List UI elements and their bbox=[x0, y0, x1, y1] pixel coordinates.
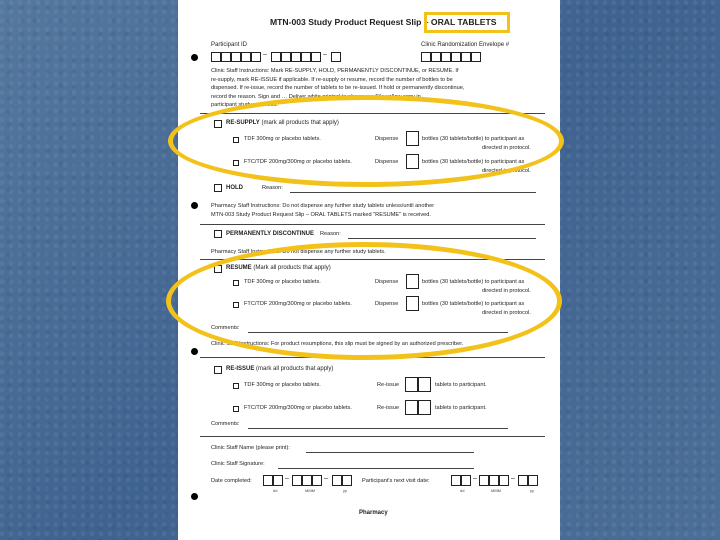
instruction-line: participant study notebook. bbox=[211, 102, 278, 109]
date-completed-label: Date completed: bbox=[211, 478, 252, 484]
dash-separator: – bbox=[263, 51, 267, 58]
resupply-dispense-label: Dispense bbox=[375, 136, 399, 142]
next-visit-label: Participant's next visit date: bbox=[362, 478, 430, 484]
dash-separator: – bbox=[324, 475, 328, 482]
date-box[interactable] bbox=[302, 475, 312, 486]
reissue-tdf-checkbox[interactable] bbox=[233, 383, 239, 389]
reissue-comments-line[interactable] bbox=[248, 428, 508, 429]
resupply-tdf-label: TDF 300mg or placebo tablets. bbox=[244, 136, 321, 142]
resume-dispense-label: Dispense bbox=[375, 301, 399, 307]
envelope-box[interactable] bbox=[451, 52, 461, 62]
hold-reason-label: Reason: bbox=[262, 185, 283, 191]
date-box[interactable] bbox=[263, 475, 273, 486]
resupply-note: (mark all products that apply) bbox=[261, 120, 339, 126]
form-title: MTN-003 Study Product Request Slip – ORAL TABLETS bbox=[270, 17, 497, 27]
pid-box[interactable] bbox=[301, 52, 311, 62]
dash-separator: – bbox=[473, 475, 477, 482]
instruction-line: Pharmacy Staff Instructions: Do not dispense any further study tablets unless/until another bbox=[211, 203, 435, 209]
resupply-highlight-ellipse bbox=[168, 95, 564, 187]
envelope-box[interactable] bbox=[431, 52, 441, 62]
pid-box[interactable] bbox=[291, 52, 301, 62]
resume-dispense-label: Dispense bbox=[375, 279, 399, 285]
pid-box[interactable] bbox=[251, 52, 261, 62]
mmm-caption: MMM bbox=[305, 488, 315, 493]
resume-label: RESUME bbox=[226, 265, 252, 271]
oral-tablets-highlight bbox=[424, 12, 510, 33]
visit-date-box[interactable] bbox=[461, 475, 471, 486]
envelope-label: Clinic Randomization Envelope # bbox=[421, 42, 510, 48]
visit-date-box[interactable] bbox=[451, 475, 461, 486]
date-box[interactable] bbox=[312, 475, 322, 486]
pid-box[interactable] bbox=[221, 52, 231, 62]
staff-signature-line[interactable] bbox=[278, 468, 474, 469]
reissue-heading bbox=[226, 366, 333, 372]
pid-box[interactable] bbox=[211, 52, 221, 62]
instruction-line: MTN-003 Study Product Request Slip – ORAL TABLETS marked "RESUME" is received. bbox=[211, 211, 431, 218]
reissue-tablets-text: tablets to participant. bbox=[435, 405, 487, 411]
reissue-comments-label: Comments: bbox=[211, 421, 240, 427]
punch-hole bbox=[191, 493, 198, 500]
resupply-ftc-label: FTC/TDF 200mg/300mg or placebo tablets. bbox=[244, 159, 352, 165]
visit-date-box[interactable] bbox=[518, 475, 528, 486]
envelope-box[interactable] bbox=[471, 52, 481, 62]
resupply-label: RE-SUPPLY bbox=[226, 120, 260, 126]
divider bbox=[200, 436, 545, 437]
hold-reason-line[interactable] bbox=[290, 192, 536, 193]
pharmacy-instructions bbox=[211, 202, 434, 219]
visit-date-box[interactable] bbox=[499, 475, 509, 486]
divider bbox=[200, 224, 545, 225]
resume-bottles-text: bottles (30 tablets/bottle) to participant as bbox=[422, 301, 525, 307]
envelope-box[interactable] bbox=[461, 52, 471, 62]
punch-hole bbox=[191, 348, 198, 355]
mmm-caption: MMM bbox=[491, 488, 501, 493]
clinic-instructions-2: Clinic Staff Instructions: For product resumptions, this slip must be signed by an authorized prescriber. bbox=[211, 341, 464, 347]
instruction-line: Clinic Staff Instructions: Mark RE-SUPPLY, HOLD, PERMANENTLY DISCONTINUE, or RESUME. If bbox=[211, 68, 459, 74]
date-box[interactable] bbox=[332, 475, 342, 486]
pid-box[interactable] bbox=[271, 52, 281, 62]
punch-hole bbox=[191, 54, 198, 61]
reissue-checkbox[interactable] bbox=[214, 366, 222, 374]
visit-date-box[interactable] bbox=[479, 475, 489, 486]
perm-reason-label: Reason: bbox=[320, 231, 341, 237]
staff-name-label: Clinic Staff Name (please print): bbox=[211, 445, 290, 451]
resume-note: (Mark all products that apply) bbox=[253, 265, 331, 271]
reissue-label: RE-ISSUE bbox=[226, 366, 255, 372]
dash-separator: – bbox=[285, 475, 289, 482]
yy-caption: yy bbox=[343, 488, 347, 493]
pid-box[interactable] bbox=[311, 52, 321, 62]
instruction-line: record the reason. Sign and … Deliver white original to pharmacy. File yellow copy in bbox=[211, 93, 421, 100]
footer-pharmacy: Pharmacy bbox=[359, 510, 388, 516]
instruction-line: re-supply, mark RE-ISSUE if applicable. If re-supply or resume, record the number of bottles to be bbox=[211, 76, 453, 83]
perm-discontinue-label: PERMANENTLY DISCONTINUE bbox=[226, 231, 315, 237]
hold-label: HOLD bbox=[226, 185, 243, 191]
perm-discontinue-checkbox[interactable] bbox=[214, 230, 222, 238]
resume-tdf-label: TDF 300mg or placebo tablets. bbox=[244, 279, 321, 285]
date-box[interactable] bbox=[342, 475, 352, 486]
reissue-tdf-box[interactable] bbox=[405, 377, 418, 392]
visit-date-box[interactable] bbox=[489, 475, 499, 486]
pid-box[interactable] bbox=[331, 52, 341, 62]
reissue-word: Re-issue bbox=[377, 405, 400, 411]
reissue-note: (mark all products that apply) bbox=[256, 366, 334, 372]
staff-signature-label: Clinic Staff Signature: bbox=[211, 461, 265, 467]
perm-reason-line[interactable] bbox=[348, 238, 536, 239]
reissue-word: Re-issue bbox=[377, 382, 400, 388]
resupply-protocol-text: directed in protocol. bbox=[482, 168, 531, 174]
pid-box[interactable] bbox=[231, 52, 241, 62]
envelope-box[interactable] bbox=[441, 52, 451, 62]
participant-id-label: Participant ID bbox=[211, 42, 248, 48]
reissue-tdf-label: TDF 300mg or placebo tablets. bbox=[244, 382, 321, 388]
reissue-tablets-text: tablets to participant. bbox=[435, 382, 487, 388]
date-box[interactable] bbox=[273, 475, 283, 486]
envelope-box[interactable] bbox=[421, 52, 431, 62]
resume-ftc-label: FTC/TDF 200mg/300mg or placebo tablets. bbox=[244, 301, 352, 307]
resupply-dispense-label: Dispense bbox=[375, 159, 399, 165]
reissue-ftc-checkbox[interactable] bbox=[233, 406, 239, 412]
dash-separator: – bbox=[323, 51, 327, 58]
dash-separator: – bbox=[511, 475, 515, 482]
yy-caption: yy bbox=[530, 488, 534, 493]
reissue-ftc-box[interactable] bbox=[405, 400, 418, 415]
reissue-ftc-box[interactable] bbox=[418, 400, 431, 415]
resupply-protocol-text: directed in protocol. bbox=[482, 145, 531, 151]
staff-name-line[interactable] bbox=[306, 452, 474, 453]
resupply-bottles-text: bottles (30 tablets/bottle) to participant as bbox=[422, 159, 525, 165]
pid-box[interactable] bbox=[281, 52, 291, 62]
resume-comments-label: Comments: bbox=[211, 325, 240, 331]
resume-protocol-text: directed in protocol. bbox=[482, 288, 531, 294]
resume-bottles-text: bottles (30 tablets/bottle) to participant as bbox=[422, 279, 525, 285]
hold-checkbox[interactable] bbox=[214, 184, 222, 192]
pharmacy-instructions-2: Pharmacy Staff Instructions: Do not dispense any further study tablets. bbox=[211, 249, 386, 255]
punch-hole bbox=[191, 202, 198, 209]
instruction-line: dispensed. If re-issue, record the number of tablets to be re-issued. If hold or permanently discontinue, bbox=[211, 85, 465, 92]
dd-caption: dd bbox=[460, 488, 465, 493]
reissue-ftc-label: FTC/TDF 200mg/300mg or placebo tablets. bbox=[244, 405, 352, 411]
date-box[interactable] bbox=[292, 475, 302, 486]
dd-caption: dd bbox=[273, 488, 278, 493]
resume-highlight-ellipse bbox=[166, 242, 562, 360]
resume-protocol-text: directed in protocol. bbox=[482, 310, 531, 316]
visit-date-box[interactable] bbox=[528, 475, 538, 486]
reissue-tdf-box[interactable] bbox=[418, 377, 431, 392]
request-slip-paper bbox=[178, 0, 560, 540]
resupply-bottles-text: bottles (30 tablets/bottle) to participant as bbox=[422, 136, 525, 142]
pid-box[interactable] bbox=[241, 52, 251, 62]
